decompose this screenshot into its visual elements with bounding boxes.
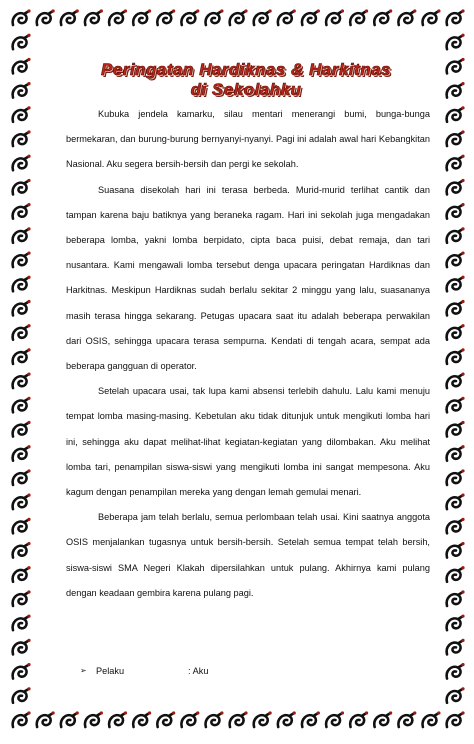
swirl-ornament-icon — [13, 179, 31, 195]
swirl-ornament-icon — [374, 711, 392, 727]
swirl-ornament-icon — [13, 566, 31, 582]
swirl-ornament-icon — [447, 203, 465, 219]
swirl-ornament-icon — [447, 155, 465, 171]
swirl-ornament-icon — [13, 542, 31, 558]
swirl-ornament-icon — [13, 203, 31, 219]
swirl-ornament-icon — [13, 9, 31, 25]
swirl-ornament-icon — [13, 494, 31, 510]
swirl-ornament-icon — [13, 34, 31, 50]
title-line-1: Peringatan Hardiknas & Harkitnas — [101, 60, 391, 79]
swirl-ornament-icon — [181, 711, 199, 727]
swirl-ornament-icon — [157, 9, 175, 25]
character-label: Pelaku — [96, 666, 125, 676]
swirl-ornament-icon — [278, 711, 296, 727]
swirl-ornament-icon — [13, 276, 31, 292]
story-body — [66, 102, 430, 606]
swirl-ornament-icon — [447, 130, 465, 146]
paragraph-3: Setelah upacara usai, tak lupa kami absensi terlebih dahulu. Lalu kami menuju tempat lomba masing-masing. Kebetulan aku tidak ditunjuk untuk mengikuti lomba hari ini, sehingga aku dapat melihat-lihat kegiatan-kegiatan yang dilombakan. Aku melihat lomba tari, penampilan siswa-siswi yang mengikuti lomba ini sangat mempesona. Aku kagum dengan penampilan mereka yang dengan lemah gemulai menari. — [66, 386, 430, 498]
swirl-ornament-icon — [447, 445, 465, 461]
swirl-ornament-icon — [13, 300, 31, 316]
swirl-ornament-icon — [13, 469, 31, 485]
swirl-ornament-icon — [13, 397, 31, 413]
swirl-ornament-icon — [447, 687, 465, 703]
swirl-ornament-icon — [447, 663, 465, 679]
swirl-ornament-icon — [447, 324, 465, 340]
swirl-ornament-icon — [181, 9, 199, 25]
swirl-ornament-icon — [447, 494, 465, 510]
swirl-ornament-icon — [133, 711, 151, 727]
swirl-ornament-icon — [37, 9, 55, 25]
swirl-ornament-icon — [13, 663, 31, 679]
swirl-ornament-icon — [447, 276, 465, 292]
swirl-ornament-icon — [13, 106, 31, 122]
swirl-ornament-icon — [85, 711, 103, 727]
swirl-ornament-icon — [447, 518, 465, 534]
swirl-ornament-icon — [206, 9, 224, 25]
swirl-ornament-icon — [447, 106, 465, 122]
swirl-ornament-icon — [13, 227, 31, 243]
swirl-ornament-icon — [254, 9, 272, 25]
swirl-ornament-icon — [13, 348, 31, 364]
swirl-ornament-icon — [398, 9, 416, 25]
swirl-ornament-icon — [447, 348, 465, 364]
swirl-ornament-icon — [13, 373, 31, 389]
swirl-ornament-icon — [447, 373, 465, 389]
swirl-ornament-icon — [447, 82, 465, 98]
swirl-ornament-icon — [447, 34, 465, 50]
swirl-ornament-icon — [157, 711, 175, 727]
swirl-ornament-icon — [206, 711, 224, 727]
swirl-ornament-icon — [423, 9, 441, 25]
character-info — [80, 664, 420, 678]
swirl-ornament-icon — [13, 251, 31, 267]
swirl-ornament-icon — [13, 82, 31, 98]
swirl-ornament-icon — [61, 9, 79, 25]
page-title — [70, 60, 422, 100]
swirl-ornament-icon — [230, 9, 248, 25]
swirl-ornament-icon — [447, 469, 465, 485]
swirl-ornament-icon — [447, 227, 465, 243]
swirl-ornament-icon — [37, 711, 55, 727]
swirl-ornament-icon — [374, 9, 392, 25]
swirl-ornament-icon — [13, 711, 31, 727]
swirl-ornament-icon — [447, 397, 465, 413]
swirl-ornament-icon — [398, 711, 416, 727]
swirl-ornament-icon — [447, 615, 465, 631]
swirl-ornament-icon — [447, 542, 465, 558]
paragraph-1: Kubuka jendela kamarku, silau mentari menerangi bumi, bunga-bunga bermekaran, dan burung-burung bernyanyi-nyanyi. Pagi ini adalah awal hari Kebangkitan Nasional. Aku segera bersih-bersih dan pergi ke sekolah. — [66, 109, 430, 170]
swirl-ornament-icon — [13, 130, 31, 146]
swirl-ornament-icon — [109, 711, 127, 727]
swirl-ornament-icon — [13, 518, 31, 534]
swirl-ornament-icon — [447, 300, 465, 316]
swirl-ornament-icon — [447, 9, 465, 25]
swirl-ornament-icon — [13, 155, 31, 171]
swirl-ornament-icon — [13, 324, 31, 340]
swirl-ornament-icon — [13, 639, 31, 655]
swirl-ornament-icon — [13, 687, 31, 703]
swirl-ornament-icon — [302, 711, 320, 727]
swirl-ornament-icon — [447, 566, 465, 582]
swirl-ornament-icon — [85, 9, 103, 25]
swirl-ornament-icon — [326, 9, 344, 25]
swirl-ornament-icon — [13, 590, 31, 606]
character-value: : Aku — [188, 666, 209, 676]
swirl-ornament-icon — [447, 251, 465, 267]
swirl-ornament-icon — [447, 711, 465, 727]
swirl-ornament-icon — [423, 711, 441, 727]
swirl-ornament-icon — [447, 421, 465, 437]
paragraph-2: Suasana disekolah hari ini terasa berbeda. Murid-murid terlihat cantik dan tampan karena baju batiknya yang beraneka ragam. Hari ini sekolah juga mengadakan beberapa lomba, yakni lomba berpidato, cipta baca puisi, debat remaja, dan tari nusantara. Kami mengawali lomba tersebut denga upacara peringatan Hardiknas dan Harkitnas. Meskipun Hardiknas sudah berlalu sekitar 2 minggu yang lalu, suasananya masih terasa hingga sekarang. Petugas upacara saat itu adalah beberapa perwakilan dari OSIS, sehingga upacara terasa sempurna. Kendati di tengah acara, sempat ada beberapa gangguan di operator. — [66, 184, 430, 372]
swirl-ornament-icon — [13, 615, 31, 631]
swirl-ornament-icon — [447, 590, 465, 606]
title-line-2: di Sekolahku — [190, 80, 302, 99]
swirl-ornament-icon — [350, 9, 368, 25]
swirl-ornament-icon — [302, 9, 320, 25]
swirl-ornament-icon — [326, 711, 344, 727]
swirl-ornament-icon — [13, 421, 31, 437]
swirl-ornament-icon — [254, 711, 272, 727]
swirl-ornament-icon — [230, 711, 248, 727]
swirl-ornament-icon — [61, 711, 79, 727]
swirl-ornament-icon — [13, 58, 31, 74]
swirl-ornament-icon — [109, 9, 127, 25]
swirl-ornament-icon — [350, 711, 368, 727]
paragraph-4: Beberapa jam telah berlalu, semua perlombaan telah usai. Kini saatnya anggota OSIS menjalankan tugasnya untuk bersih-bersih. Setelah semua tempat telah bersih, siswa-siswi SMA Negeri Klakah dipersilahkan untuk pulang. Akhirnya kami pulang dengan keadaan gembira karena pulang pagi. — [66, 512, 430, 598]
swirl-ornament-icon — [447, 58, 465, 74]
swirl-ornament-icon — [13, 445, 31, 461]
swirl-ornament-icon — [447, 639, 465, 655]
swirl-ornament-icon — [133, 9, 151, 25]
arrow-bullet-icon: ➢ — [80, 666, 87, 675]
swirl-ornament-icon — [278, 9, 296, 25]
swirl-ornament-icon — [447, 179, 465, 195]
